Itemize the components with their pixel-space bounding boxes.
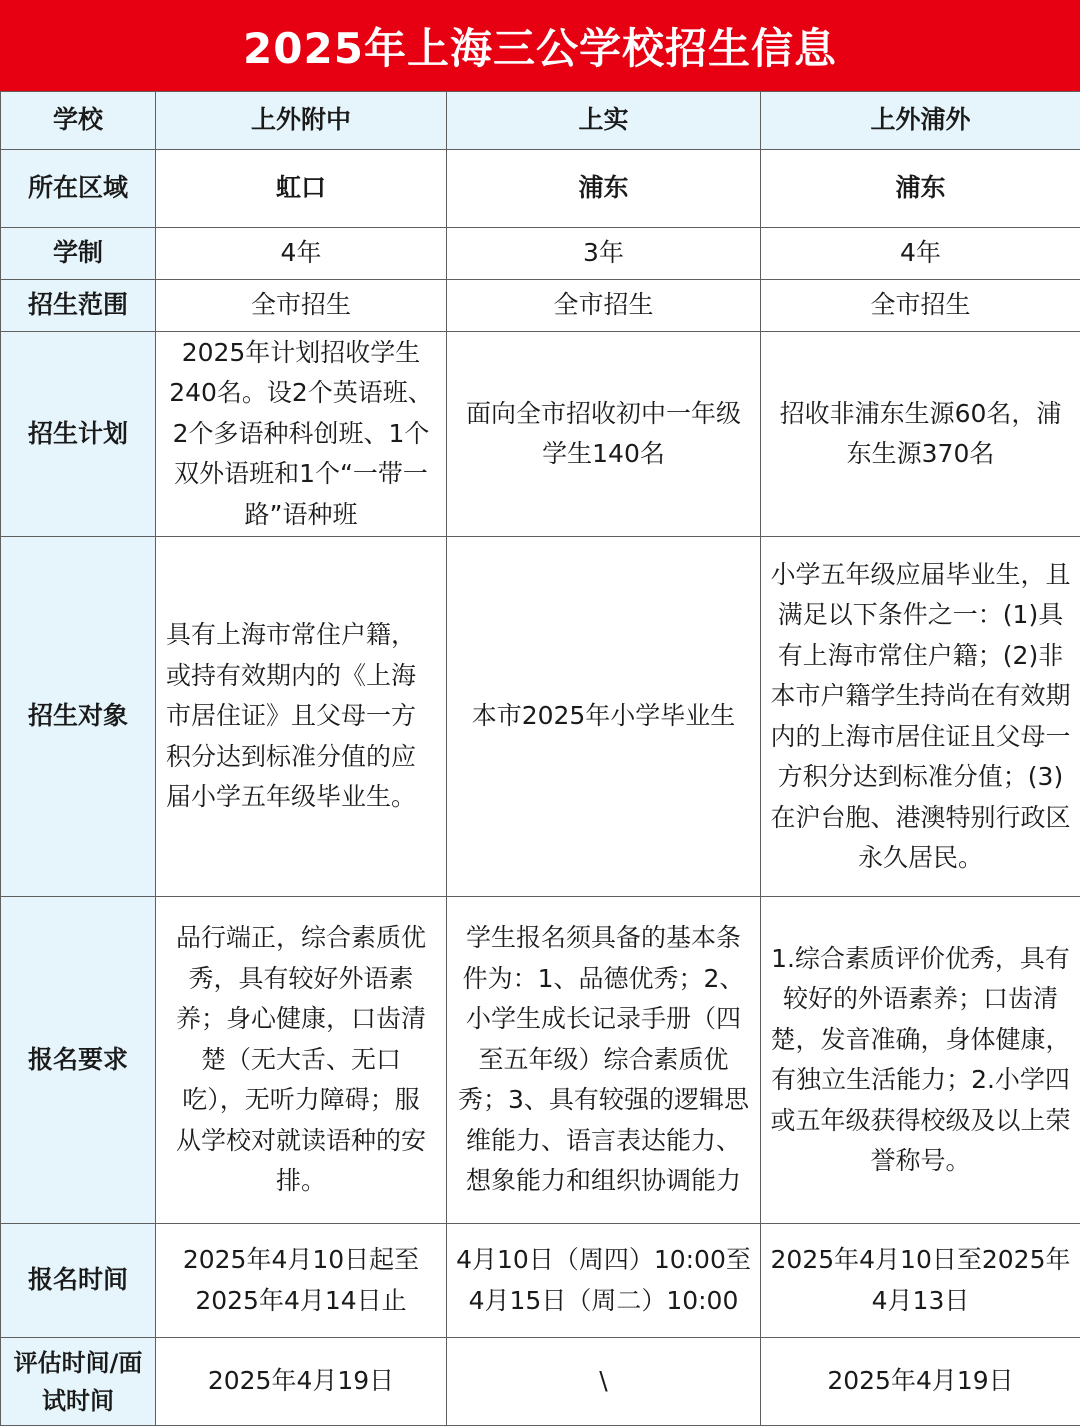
row-label-eligibility: 招生对象 xyxy=(1,537,156,897)
header-cell-shangshi: 上实 xyxy=(447,92,761,150)
table-row xyxy=(1,150,1080,228)
table-cell: 学生报名须具备的基本条件为：1、品德优秀；2、小学生成长记录手册（四至五年级）综合素质优秀；3、具有较强的逻辑思维能力、语言表达能力、想象能力和组织协调能力 xyxy=(447,897,761,1224)
row-label-scope: 招生范围 xyxy=(1,280,156,332)
row-label-district: 所在区域 xyxy=(1,150,156,228)
table-cell: 本市2025年小学毕业生 xyxy=(447,537,761,897)
table-cell: 面向全市招收初中一年级学生140名 xyxy=(447,332,761,537)
table-row xyxy=(1,228,1080,280)
table-cell: 全市招生 xyxy=(156,280,447,332)
table-cell: 4年 xyxy=(761,228,1080,280)
header-cell-swfl-affiliated: 上外附中 xyxy=(156,92,447,150)
table-cell: 4年 xyxy=(156,228,447,280)
row-label-registration-time: 报名时间 xyxy=(1,1224,156,1338)
table-cell: 浦东 xyxy=(447,150,761,228)
table-cell: \ xyxy=(447,1338,761,1426)
table-cell: 2025年4月10日起至2025年4月14日止 xyxy=(156,1224,447,1338)
table-row xyxy=(1,1224,1080,1338)
row-label-interview-time: 评估时间/面试时间 xyxy=(1,1338,156,1426)
table-cell: 2025年4月19日 xyxy=(156,1338,447,1426)
table-cell: 招收非浦东生源60名，浦东生源370名 xyxy=(761,332,1080,537)
table-cell: 浦东 xyxy=(761,150,1080,228)
page-title: 2025年上海三公学校招生信息 xyxy=(243,23,837,73)
table-cell: 全市招生 xyxy=(761,280,1080,332)
table-cell: 3年 xyxy=(447,228,761,280)
table-row xyxy=(1,280,1080,332)
table-cell: 2025年4月10日至2025年4月13日 xyxy=(761,1224,1080,1338)
table-cell: 虹口 xyxy=(156,150,447,228)
table-row xyxy=(1,537,1080,897)
table-cell: 全市招生 xyxy=(447,280,761,332)
admissions-table xyxy=(0,91,1080,1426)
table-cell: 具有上海市常住户籍，或持有效期内的《上海市居住证》且父母一方积分达到标准分值的应届小学五年级毕业生。 xyxy=(156,537,447,897)
header-cell-pudong-foreign: 上外浦外 xyxy=(761,92,1080,150)
table-cell: 1.综合素质评价优秀，具有较好的外语素养；口齿清楚，发音准确，身体健康，有独立生活能力；2.小学四或五年级获得校级及以上荣誉称号。 xyxy=(761,897,1080,1224)
table-cell: 2025年计划招收学生240名。设2个英语班、2个多语种科创班、1个双外语班和1个“一带一路”语种班 xyxy=(156,332,447,537)
table-row xyxy=(1,897,1080,1224)
table-cell: 4月10日（周四）10:00至4月15日（周二）10:00 xyxy=(447,1224,761,1338)
table-row xyxy=(1,332,1080,537)
table-cell: 小学五年级应届毕业生，且满足以下条件之一：(1)具有上海市常住户籍；(2)非本市户籍学生持尚在有效期内的上海市居住证且父母一方积分达到标准分值；(3)在沪台胞、港澳特别行政区永久居民。 xyxy=(761,537,1080,897)
table-cell: 品行端正，综合素质优秀，具有较好外语素养；身心健康，口齿清楚（无大舌、无口吃），无听力障碍；服从学校对就读语种的安排。 xyxy=(156,897,447,1224)
header-cell-school: 学校 xyxy=(1,92,156,150)
header-row xyxy=(1,92,1080,150)
row-label-plan: 招生计划 xyxy=(1,332,156,537)
row-label-requirements: 报名要求 xyxy=(1,897,156,1224)
table-cell: 2025年4月19日 xyxy=(761,1338,1080,1426)
title-banner xyxy=(0,0,1080,91)
table-row xyxy=(1,1338,1080,1426)
row-label-years: 学制 xyxy=(1,228,156,280)
